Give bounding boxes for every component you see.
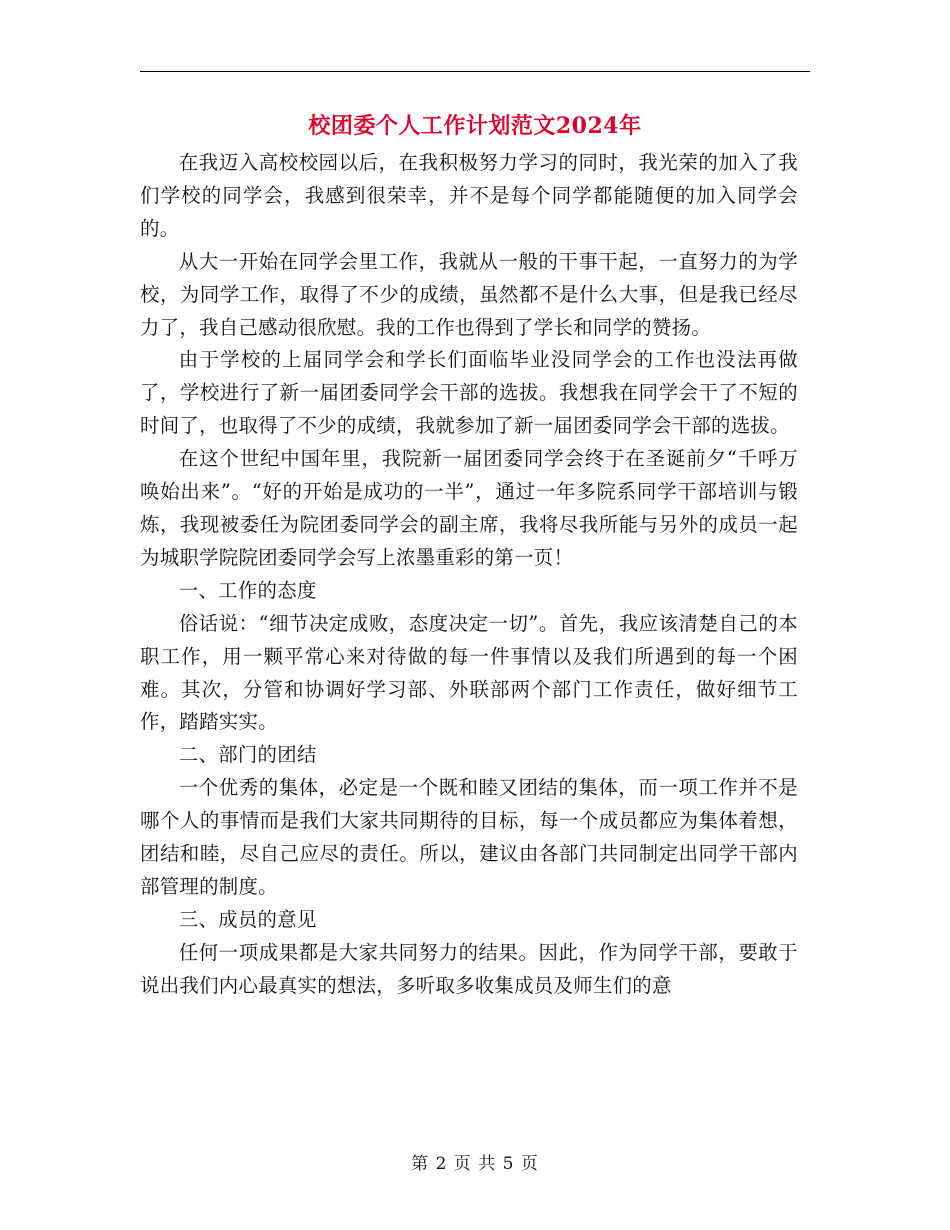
paragraph: 由于学校的上届同学会和学长们面临毕业没同学会的工作也没法再做了，学校进行了新一届团委同学会干部的选拔。我想我在同学会干了不短的时间了，也取得了不少的成绩，我就参加了新一届团委同学会干部的选拔。 xyxy=(140,348,798,438)
paragraph: 俗话说：“细节决定成败，态度决定一切”。首先，我应该清楚自己的本职工作，用一颗平常心来对待做的每一件事情以及我们所遇到的每一个困难。其次，分管和协调好学习部、外联部两个部门工作责任，做好细节工作，踏踏实实。 xyxy=(140,611,798,734)
section-heading: 三、成员的意见 xyxy=(178,907,317,931)
page-number: 第 2 页 共 5 页 xyxy=(411,1154,539,1174)
paragraph: 在我迈入高校校园以后，在我积极努力学习的同时，我光荣的加入了我们学校的同学会，我感到很荣幸，并不是每个同学都能随便的加入同学会的。 xyxy=(140,151,798,240)
paragraph: 在这个世纪中国年里，我院新一届团委同学会终于在圣诞前夕“千呼万唤始出来”。“好的开始是成功的一半”，通过一年多院系同学干部培训与锻炼，我现被委任为院团委同学会的副主席，我将尽我所能与另外的成员一起为城职学院院团委同学会写上浓墨重彩的第一页！ xyxy=(140,447,798,569)
section-heading: 一、工作的态度 xyxy=(178,578,317,602)
paragraph: 从大一开始在同学会里工作，我就从一般的干事干起，一直努力的为学校，为同学工作，取得了不少的成绩，虽然都不是什么大事，但是我已经尽力了，我自己感动很欣慰。我的工作也得到了学长和同学的赞扬。 xyxy=(140,249,798,339)
section-heading: 二、部门的团结 xyxy=(178,743,317,767)
paragraph: 一个优秀的集体，必定是一个既和睦又团结的集体，而一项工作并不是哪个人的事情而是我们大家共同期待的目标，每一个成员都应为集体着想，团结和睦，尽自己应尽的责任。所以，建议由各部门共同制定出同学干部内部管理的制度。 xyxy=(140,776,798,898)
document-title: 校团委个人工作计划范文2024年 xyxy=(308,113,642,139)
paragraph: 任何一项成果都是大家共同努力的结果。因此，作为同学干部，要敢于说出我们内心最真实的想法，多听取多收集成员及师生们的意 xyxy=(140,940,798,997)
header-rule xyxy=(140,71,810,72)
document-body xyxy=(140,147,798,1003)
